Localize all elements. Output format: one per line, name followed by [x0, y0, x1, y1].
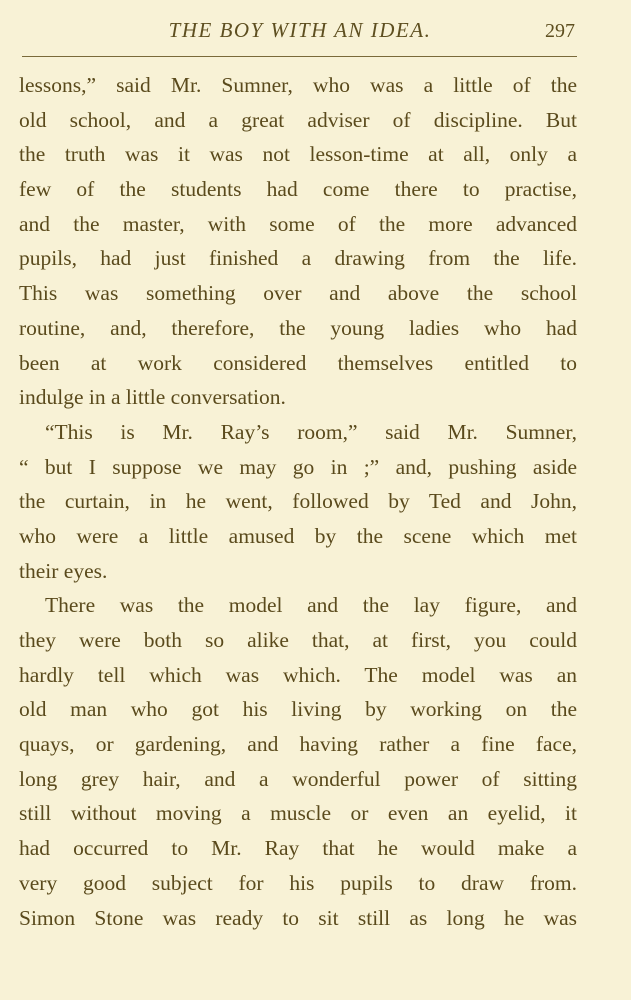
text-line: still without moving a muscle or even an eyelid, it [19, 801, 577, 826]
text-line: hardly tell which was which. The model was an [19, 662, 577, 687]
text-line: old school, and a great adviser of discipline. But [19, 107, 577, 132]
text-line: who were a little amused by the scene which met [19, 523, 577, 548]
running-head [0, 16, 631, 46]
text-line: Simon Stone was ready to sit still as long he was [19, 905, 577, 930]
text-line: This was something over and above the school [19, 281, 577, 306]
text-line: and the master, with some of the more advanced [19, 211, 577, 236]
text-line: indulge in a little conversation. [19, 385, 286, 410]
text-line: lessons,” said Mr. Sumner, who was a little of the [19, 73, 577, 97]
text-line: “This is Mr. Ray’s room,” said Mr. Sumner, [45, 419, 577, 444]
header-rule [22, 56, 577, 57]
text-line: had occurred to Mr. Ray that he would make a [19, 836, 577, 861]
text-line: quays, or gardening, and having rather a fine face, [19, 732, 577, 757]
text-line: been at work considered themselves entitled to [19, 350, 577, 375]
text-line: few of the students had come there to practise, [19, 177, 577, 202]
text-line: “ but I suppose we may go in ;” and, pushing aside [19, 454, 577, 479]
text-line: There was the model and the lay figure, and [45, 593, 577, 618]
running-title: THE BOY WITH AN IDEA. [168, 18, 432, 42]
text-line: the curtain, in he went, followed by Ted and John, [19, 489, 577, 514]
text-line: old man who got his living by working on the [19, 697, 577, 722]
text-line: routine, and, therefore, the young ladies who had [19, 315, 577, 340]
text-line: their eyes. [19, 558, 108, 583]
text-line: pupils, had just finished a drawing from the life. [19, 246, 577, 271]
body-text [19, 68, 577, 935]
page-number: 297 [545, 20, 575, 42]
text-line: the truth was it was not lesson-time at all, only a [19, 142, 577, 167]
text-line: very good subject for his pupils to draw from. [19, 870, 577, 895]
text-line: long grey hair, and a wonderful power of sitting [19, 766, 577, 791]
text-line: they were both so alike that, at first, you could [19, 628, 577, 652]
